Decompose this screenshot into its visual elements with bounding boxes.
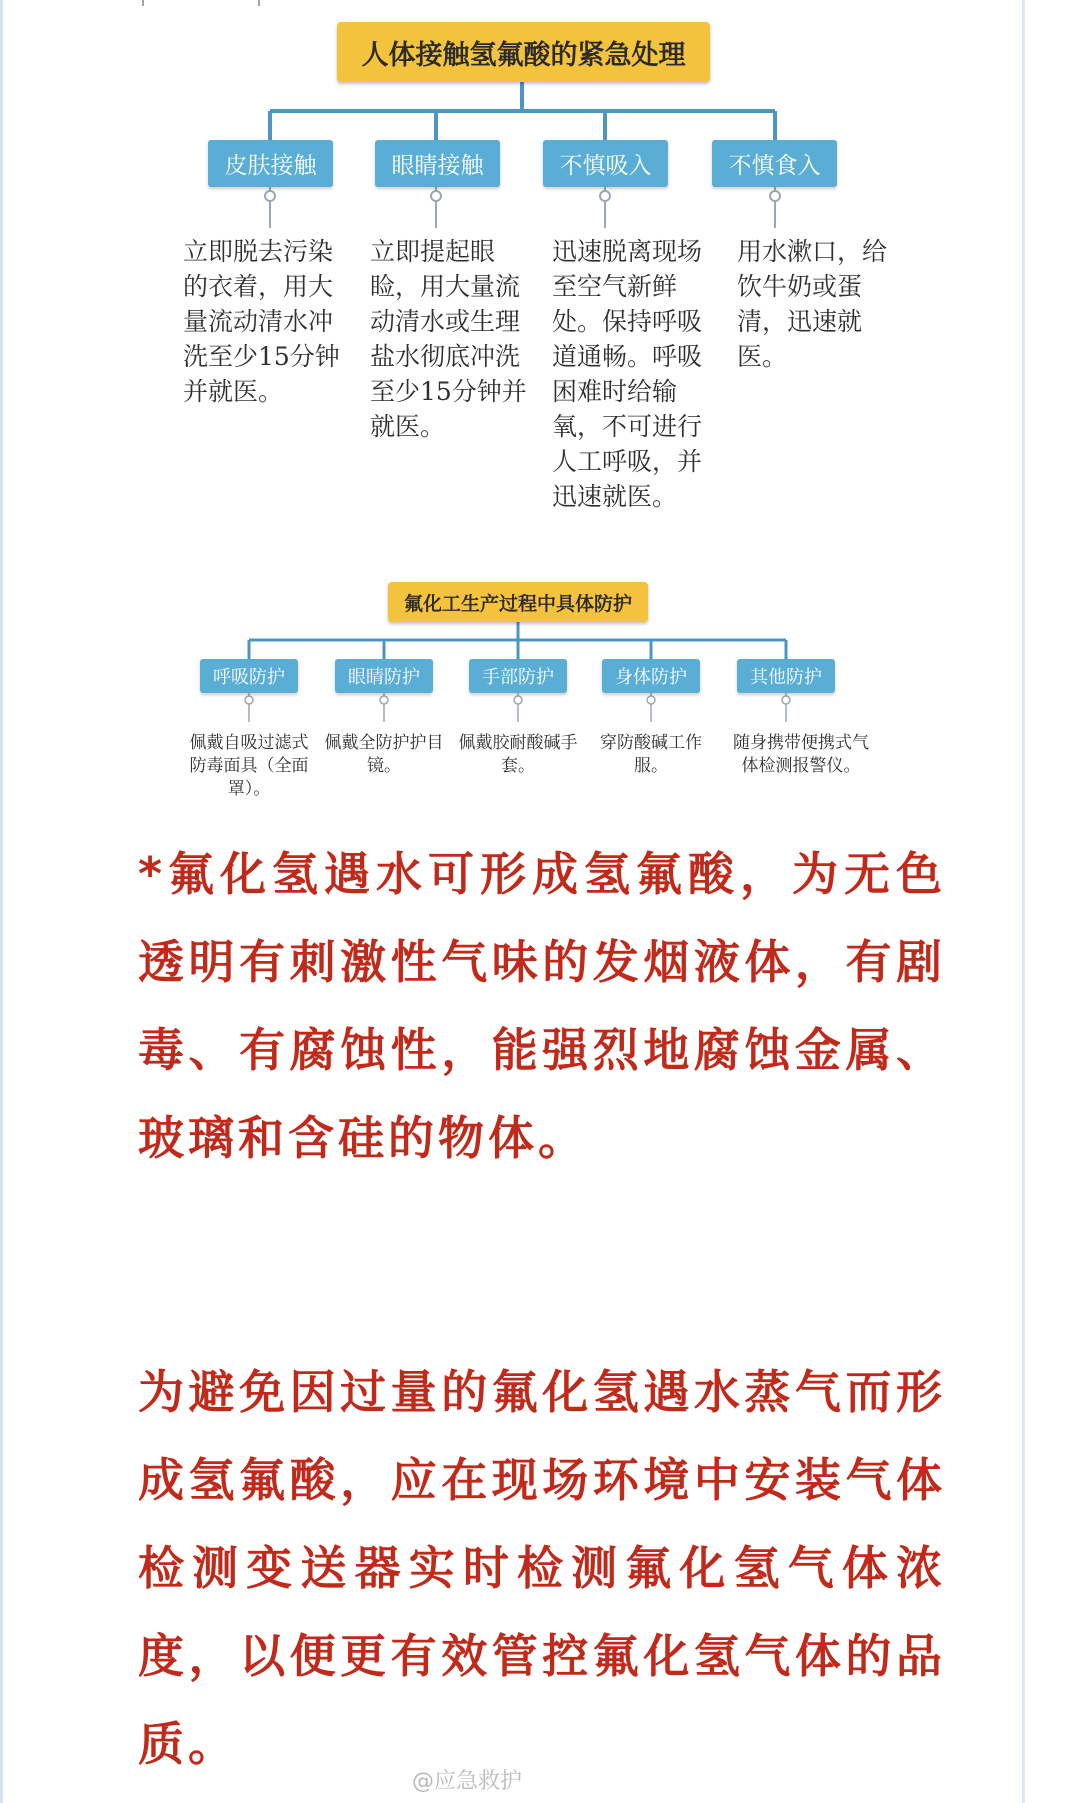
d2-desc-eye: 佩戴全防护护目镜。 (324, 733, 444, 776)
collapse-icon (245, 696, 253, 704)
d2-category-body: 身体防护 (602, 659, 700, 693)
d1-category-eye: 眼睛接触 (375, 140, 500, 187)
d2-desc-body: 穿防酸碱工作服。 (600, 733, 702, 776)
diagram1-title: 人体接触氢氟酸的紧急处理 (337, 22, 710, 82)
d2-category-other: 其他防护 (737, 659, 835, 693)
d1-category-inhale: 不慎吸入 (543, 140, 668, 187)
d2-category-breath: 呼吸防护 (200, 659, 298, 693)
collapse-icon (431, 191, 441, 201)
collapse-icon (647, 696, 655, 704)
paragraph-detection-advice: 为避免因过量的氟化氢遇水蒸气而形成氢氟酸，应在现场环境中安装气体检测变送器实时检测氟化氢气体浓度，以便更有效管控氟化氢气体的品质。 (138, 1365, 946, 1771)
d1-desc-ingest: 用水漱口，给饮牛奶或蛋清，迅速就医。 (737, 237, 888, 371)
collapse-icon (514, 696, 522, 704)
d2-desc-other: 随身携带便携式气体检测报警仪。 (733, 733, 869, 776)
d1-category-skin: 皮肤接触 (208, 140, 333, 187)
diagram2-title: 氟化工生产过程中具体防护 (388, 582, 648, 622)
collapse-icon (380, 696, 388, 704)
d1-desc-inhale: 迅速脱离现场至空气新鲜处。保持呼吸道通畅。呼吸困难时给输氧，不可进行人工呼吸，并迅速就医。 (552, 237, 703, 511)
watermark: @应急救护 (412, 1769, 523, 1794)
d2-category-hand: 手部防护 (469, 659, 567, 693)
d2-category-eye: 眼睛防护 (335, 659, 433, 693)
collapse-icon (600, 191, 610, 201)
d1-category-ingest: 不慎食入 (712, 140, 837, 187)
d1-desc-skin: 立即脱去污染的衣着，用大量流动清水冲洗至少15分钟并就医。 (183, 237, 340, 406)
paragraph-hf-properties: *氟化氢遇水可形成氢氟酸，为无色透明有刺激性气味的发烟液体，有剧毒、有腐蚀性，能强烈地腐蚀金属、玻璃和含硅的物体。 (138, 847, 946, 1165)
d2-desc-hand: 佩戴胶耐酸碱手套。 (458, 733, 578, 776)
d2-desc-breath: 佩戴自吸过滤式防毒面具（全面罩）。 (189, 733, 309, 799)
collapse-icon (782, 696, 790, 704)
collapse-icon (265, 191, 275, 201)
d1-desc-eye: 立即提起眼睑，用大量流动清水或生理盐水彻底冲洗至少15分钟并就医。 (370, 237, 527, 441)
collapse-icon (770, 191, 780, 201)
